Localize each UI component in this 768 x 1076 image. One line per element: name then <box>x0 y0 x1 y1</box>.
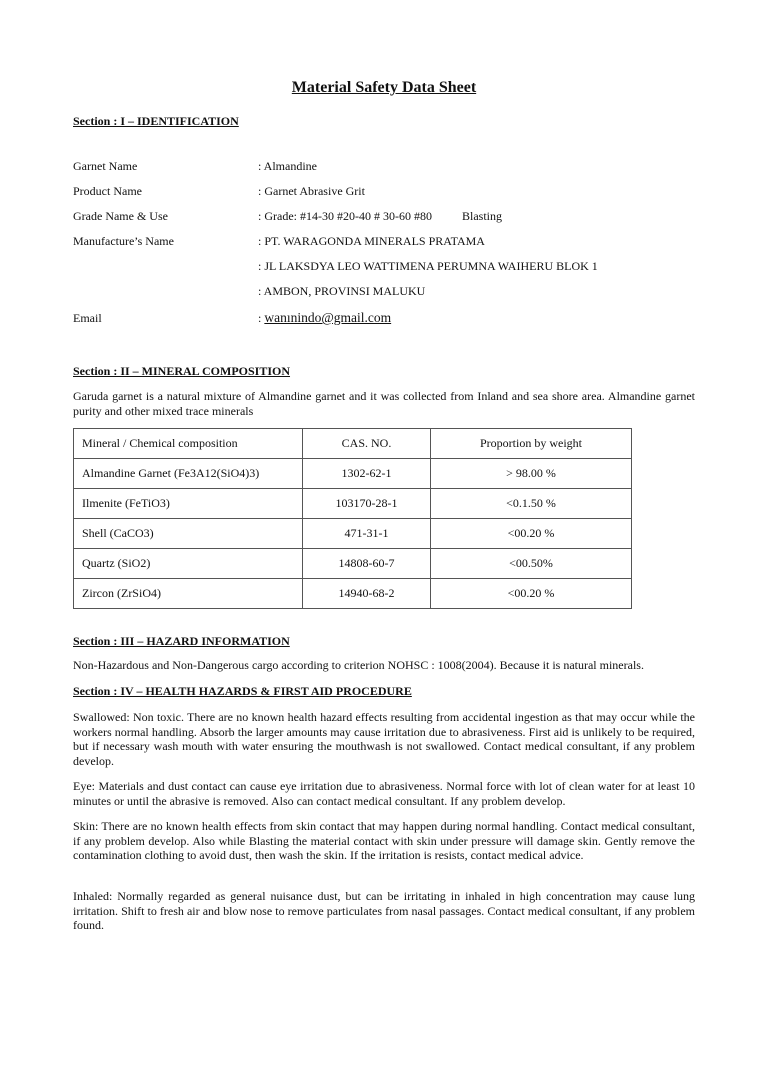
table-cell: Shell (CaCO3) <box>74 519 303 549</box>
table-cell: 103170-28-1 <box>303 489 431 519</box>
id-value: : JL LAKSDYA LEO WATTIMENA PERUMNA WAIHERU BLOK 1 <box>258 259 598 273</box>
id-value: : PT. WARAGONDA MINERALS PRATAMA <box>258 234 485 248</box>
id-value: : AMBON, PROVINSI MALUKU <box>258 284 426 298</box>
table-cell: Zircon (ZrSiO4) <box>74 579 303 609</box>
table-row <box>74 489 632 519</box>
id-value: : Grade: #14-30 #20-40 # 30-60 #80 <box>258 209 432 223</box>
id-row-grade-name <box>73 208 703 224</box>
hazard-text: Non-Hazardous and Non-Dangerous cargo according to criterion NOHSC : 1008(2004). Because it is natural minerals. <box>73 658 644 672</box>
id-row-address-2 <box>73 283 703 299</box>
email-prefix: : <box>258 311 265 325</box>
table-cell: 471-31-1 <box>303 519 431 549</box>
section-1-heading: Section : I – IDENTIFICATION <box>73 114 239 128</box>
table-cell: <00.50% <box>431 549 632 579</box>
section-4-heading: Section : IV – HEALTH HAZARDS & FIRST AID PROCEDURE <box>73 684 412 698</box>
table-cell: 14808-60-7 <box>303 549 431 579</box>
table-row <box>74 579 632 609</box>
composition-table <box>73 428 632 609</box>
first-aid-eye: Eye: Materials and dust contact can cause eye irritation due to abrasiveness. Normal force with lot of clean water for at least 10 minutes or until the abrasive is removed. Also can contact medical consultant. If any problem develop. <box>73 779 695 808</box>
id-label: Product Name <box>73 184 142 198</box>
table-cell: Ilmenite (FeTiO3) <box>74 489 303 519</box>
table-cell: 1302-62-1 <box>303 459 431 489</box>
id-value-group <box>258 208 502 224</box>
table-cell: <00.20 % <box>431 519 632 549</box>
first-aid-skin: Skin: There are no known health effects from skin contact that may happen during normal handling. Contact medical consultant, if any problem develop. Also while Blasting the material contact with skin under pressure will damage skin. Gently remove the contamination clothing to avoid dust, then wash the skin. If the irritation is resists, contact medical advice. <box>73 819 695 863</box>
table-header-cell: CAS. NO. <box>303 429 431 459</box>
first-aid-inhaled: Inhaled: Normally regarded as general nuisance dust, but can be irritating in inhaled in high concentration may cause lung irritation. Shift to fresh air and blow nose to remove particulates from nasal passages. Contact medical consultant, if any problem found. <box>73 889 695 933</box>
id-label: Grade Name & Use <box>73 209 168 223</box>
id-row-address-1 <box>73 258 703 274</box>
table-row <box>74 519 632 549</box>
table-row <box>74 459 632 489</box>
first-aid-swallowed: Swallowed: Non toxic. There are no known health hazard effects resulting from accidental ingestion as that may occur while the workers normal handling. Absorb the larger amounts may cause irritation due to abrasiveness. First aid is unlikely to be required, but if necessary wash mouth with water ensuring the mouthwash is not swallowed. Contact medical consultant, if any problem develop. <box>73 710 695 768</box>
section-3-heading: Section : III – HAZARD INFORMATION <box>73 634 290 648</box>
table-cell: <0.1.50 % <box>431 489 632 519</box>
id-value: : Garnet Abrasive Grit <box>258 184 365 198</box>
table-row <box>74 549 632 579</box>
id-label: Manufacture’s Name <box>73 234 174 248</box>
table-header-cell: Proportion by weight <box>431 429 632 459</box>
table-header-row <box>74 429 632 459</box>
id-row-product-name <box>73 183 703 199</box>
id-label: Garnet Name <box>73 159 138 173</box>
id-label: Email <box>73 311 102 325</box>
table-cell: Almandine Garnet (Fe3A12(SiO4)3) <box>74 459 303 489</box>
id-row-email <box>73 310 703 326</box>
id-value-group <box>258 310 391 326</box>
id-row-garnet-name <box>73 158 703 174</box>
table-cell: 14940-68-2 <box>303 579 431 609</box>
id-value: : Almandine <box>258 159 317 173</box>
section-2-heading: Section : II – MINERAL COMPOSITION <box>73 364 291 378</box>
composition-intro: Garuda garnet is a natural mixture of Almandine garnet and it was collected from Inland and sea shore area. Almandine garnet purity and other mixed trace minerals <box>73 389 695 418</box>
table-cell: > 98.00 % <box>431 459 632 489</box>
table-cell: Quartz (SiO2) <box>74 549 303 579</box>
id-row-manufacturer <box>73 233 703 249</box>
table-header-cell: Mineral / Chemical composition <box>74 429 303 459</box>
table-cell: <00.20 % <box>431 579 632 609</box>
id-value-use: Blasting <box>461 209 502 223</box>
document-title: Material Safety Data Sheet <box>291 79 477 96</box>
email-link[interactable]: wanınindo@gmail.com <box>264 310 392 325</box>
